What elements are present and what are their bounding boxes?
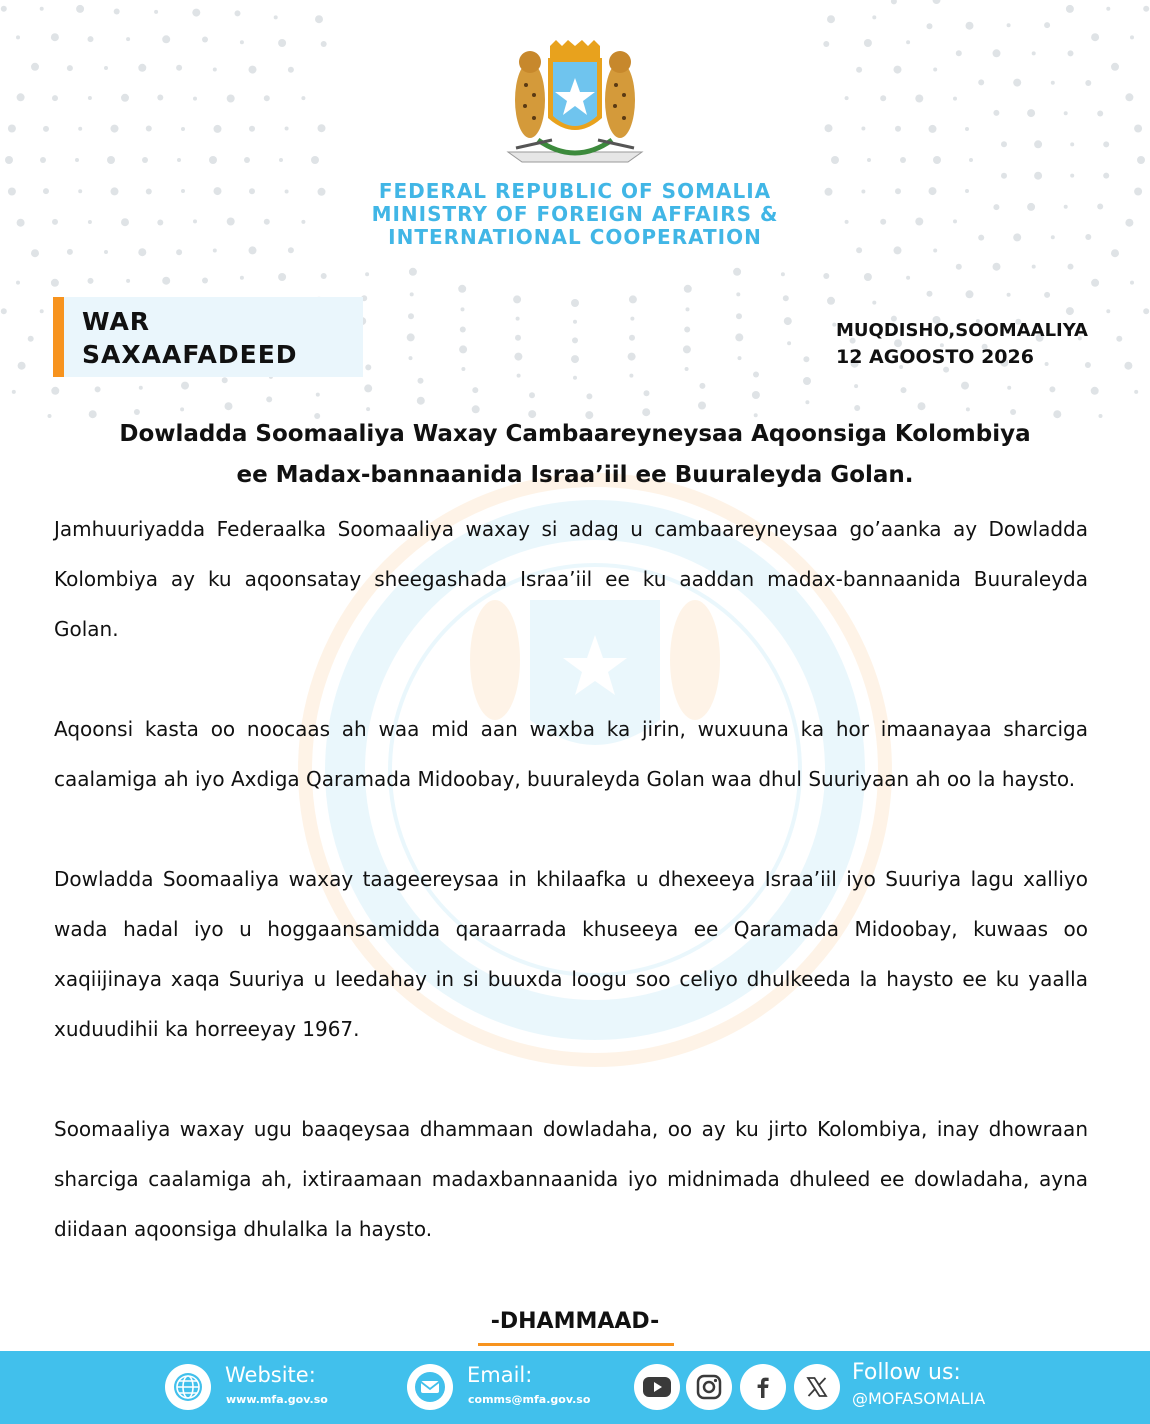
follow-label: Follow us: (852, 1360, 961, 1385)
headline-line-1: Dowladda Soomaaliya Waxay Cambaareyneysaa Aqoonsiga Kolombiya (119, 421, 1031, 447)
ministry-line-1: FEDERAL REPUBLIC OF SOMALIA (378, 179, 772, 203)
paragraph-1: Jamhuuriyadda Federaalka Soomaaliya waxay si adag u cambaareyneysaa go’aanka ay Dowladda Kolombiya ay ku aqoonsatay sheegashada Israa’iil ee ku aaddan madax-bannaanida Buuraleyda Golan. (54, 517, 1088, 641)
email-label: Email: (467, 1363, 533, 1387)
dateline-date: 12 AGOOSTO 2026 (836, 346, 1034, 368)
instagram-icon[interactable] (686, 1364, 732, 1410)
headline-line-2: ee Madax-bannaanida Israa’iil ee Buuraleyda Golan. (236, 462, 914, 488)
email-link[interactable]: comms@mfa.gov.so (468, 1393, 591, 1406)
x-icon[interactable] (794, 1364, 840, 1410)
ministry-line-2: MINISTRY OF FOREIGN AFFAIRS & (371, 202, 779, 226)
paragraph-4: Soomaaliya waxay ugu baaqeysaa dhammaan dowladaha, oo ay ku jirto Kolombiya, inay dhowraan sharciga caalamiga ah, ixtiraamaan madaxbannaanida iyo midnimada dhuleed ee dowladaha, ayna diidaan aqoonsiga dhulalka la haysto. (54, 1117, 1088, 1241)
mail-icon[interactable] (407, 1364, 453, 1410)
somalia-coat-of-arms (498, 40, 652, 174)
body-text (54, 504, 1088, 1304)
globe-icon[interactable] (165, 1364, 211, 1410)
facebook-icon[interactable] (740, 1364, 786, 1410)
headline (40, 414, 1110, 496)
closing-underline (478, 1343, 674, 1346)
paragraph-3: Dowladda Soomaaliya waxay taageereysaa in khilaafka u dhexeeya Israa’iil iyo Suuriya lagu xalliyo wada hadal iyo u hoggaansamidda qaraarrada khuseeya ee Qaramada Midoobay, kuwaas oo xaqiijinaya xaqa Suuriya u leedahay in si buuxda loogu soo celiyo dhulkeeda la haysto ee ku yaalla xuduudihii ka horreeyay 1967. (54, 867, 1088, 1041)
press-release-label-line-1: WAR (82, 307, 151, 336)
dateline-place: MUQDISHO,SOOMAALIYA (836, 320, 1088, 341)
footer (0, 1351, 1150, 1424)
closing-mark: -DHAMMAAD- (490, 1309, 660, 1334)
website-label: Website: (225, 1363, 316, 1387)
ministry-line-3: INTERNATIONAL COOPERATION (388, 225, 762, 249)
ministry-name (300, 180, 850, 249)
follow-handle[interactable]: @MOFASOMALIA (852, 1389, 986, 1408)
press-release-label (53, 297, 363, 377)
website-link[interactable]: www.mfa.gov.so (226, 1393, 328, 1406)
press-release-label-line-2: SAXAAFADEED (82, 340, 298, 369)
paragraph-2: Aqoonsi kasta oo noocaas ah waa mid aan waxba ka jirin, wuxuuna ka hor imaanayaa sharciga caalamiga ah iyo Axdiga Qaramada Midoobay, buuraleyda Golan waa dhul Suuriyaan ah oo la haysto. (54, 717, 1088, 791)
youtube-icon[interactable] (634, 1364, 680, 1410)
dateline (836, 318, 1088, 370)
